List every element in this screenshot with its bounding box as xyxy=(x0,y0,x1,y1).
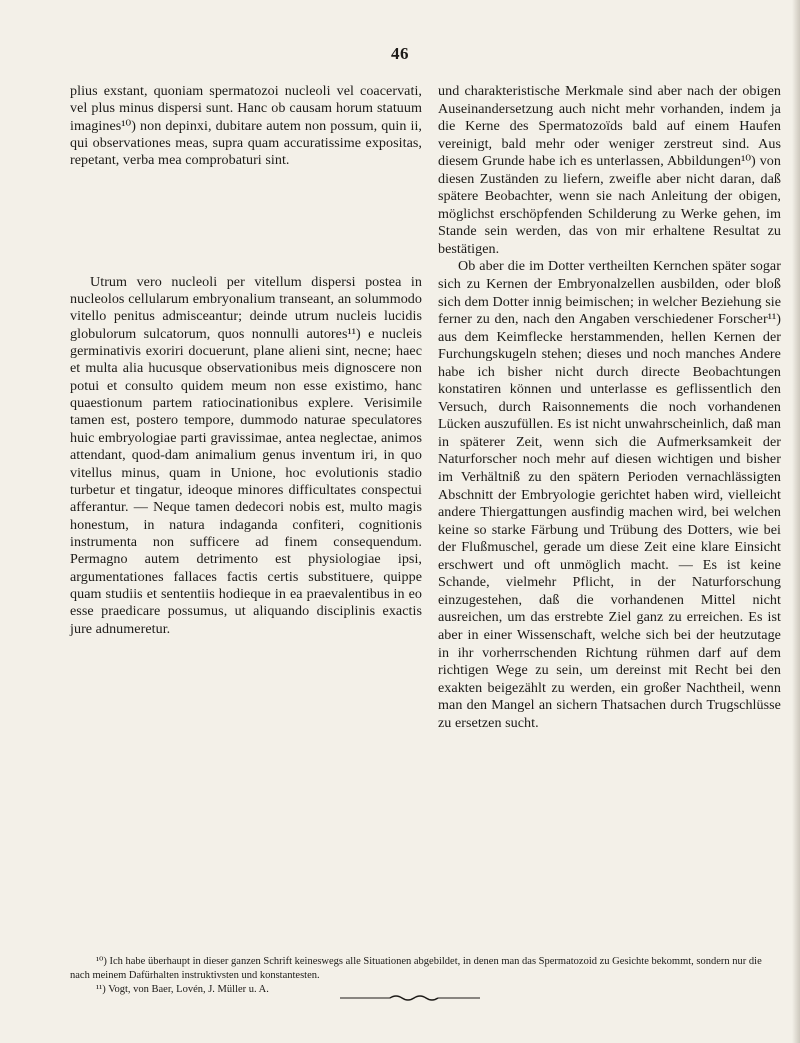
footnotes xyxy=(70,955,782,997)
page-number: 46 xyxy=(391,44,409,63)
right-paragraph-2: Ob aber die im Dotter vertheilten Kernchen später sogar sich zu Kernen der Embryonalzellen ausbilden, oder bloß sich dem Dotter innig beimischen; in welcher Beziehung sie ferner zu den, nach den Angaben verschiedener Forscher¹¹) aus dem Keimflecke herstammenden, hellen Kernen der Furchungskugeln stehen; dieses und noch manches Andere habe ich bisher nicht durch directe Beobachtungen konstatiren können und unterlasse es geflissentlich den Versuch, durch Raisonnements die noch vorhandenen Lücken auszufüllen. Es ist nicht unwahrscheinlich, daß man in späterer Zeit, wenn sich die Aufmerksamkeit der Naturforscher noch mehr auf diesen wichtigen und bisher im Verhältniß zu den spätern Perioden vernachlässigten Abschnitt der Embryologie gerichtet haben wird, vielleicht andere Thiergattungen ausfindig machen wird, bei welchen keine so starke Färbung und Trübung des Dotters, wie bei der Flußmuschel, gerade um diese Zeit eine klare Einsicht erschwert und oft unmöglich macht. — Es ist keine Schande, vielmehr Pflicht, in der Naturforschung einzugestehen, daß die vorhandenen Mittel nicht ausreichen, um das erstrebte Ziel ganz zu erreichen. Es ist aber in einer Wissenschaft, welche sich bei der heutzutage in ihr vorherrschenden Richtung rühmen darf auf dem richtigen Wege zu sein, um dereinst mit Recht bei den exakten beigezählt zu werden, ein großer Nachtheil, wenn man den Mangel an sichern Thatsachen durch Trugschlüsse zu ersetzen sucht. xyxy=(438,258,781,731)
footnote-11: ¹¹) Vogt, von Baer, Lovén, J. Müller u. A. xyxy=(96,984,269,995)
decorative-rule-ornament-icon xyxy=(340,994,480,1002)
left-paragraph-2: Utrum vero nucleoli per vitellum dispersi postea in nucleolos cellularum embryonalium transeant, an solummodo vitello penitus admisceantur; deinde utrum nucleis lucidis globulorum sulcatorum, quos nonnulli autores¹¹) e nucleis germinativis exoriri docuerunt, plane alieni sint, necne; haec et multa alia hucusque observationibus meis dignoscere non potui et consulto quidem meum non esse existimo, hanc quaestionum partem ratiocinationibus explere. Verisimile tamen est, postero tempore, dummodo naturae speculatores huic embryologiae parti gravissimae, antea neglectae, animos attendant, quod-dam animalium genus inventum iri, in quo vitellus minus, quam in Unione, hoc evolutionis stadio turbetur et tingatur, ideoque minores difficultates conspectui afferantur. — Neque tamen dedecori nobis est, multo magis honestum, in natura indaganda confiteri, cognitionis instrumenta non sufficere ad finem consequendum. Permagno autem detrimento est physiologiae ipsi, argumentationes fallaces factis certis substituere, quippe quam studiis et sententiis hodieque in ea praevalentibus in eo esse praedicare possumus, ut aliquando disciplinis exactis jure adnumeretur. xyxy=(70,273,422,637)
left-column-latin xyxy=(70,83,422,638)
right-paragraph-1: und charakteristische Merkmale sind aber nach der obigen Auseinandersetzung auch nicht mehr vorhanden, indem ja die Kerne des Spermatozoïds bald auf einem Haufen vereinigt, bald mehr oder weniger zerstreut sind. Aus diesem Grunde habe ich es unterlassen, Abbildungen¹⁰) von diesen Zuständen zu liefern, zweifle aber nicht daran, daß spätere Beobachter, wenn sie nach Anleitung der obigen, möglichst erschöpfenden Schilderung zu Werke gehen, im Stande sein werden, das von mir erhaltene Resultat zu bestätigen. xyxy=(438,83,781,257)
left-paragraph-1: plius exstant, quoniam spermatozoi nucleoli vel coacervati, vel plus minus dispersi sunt. Hanc ob causam horum statuum imagines¹⁰) non depinxi, dubitare autem non possum, quin ii, qui observationes meas, supra quam accuratissime expositas, repetant, verba mea comprobaturi sint. xyxy=(70,83,422,169)
page-edge-shadow xyxy=(792,0,800,1043)
right-column-german xyxy=(438,83,781,732)
footnote-10: ¹⁰) Ich habe überhaupt in dieser ganzen Schrift keineswegs alle Situationen abgebildet, in denen man das Spermatozoid zu Gesichte bekommt, sondern nur die nach meinem Dafürhalten instruktivsten und konstantesten. xyxy=(70,956,762,981)
